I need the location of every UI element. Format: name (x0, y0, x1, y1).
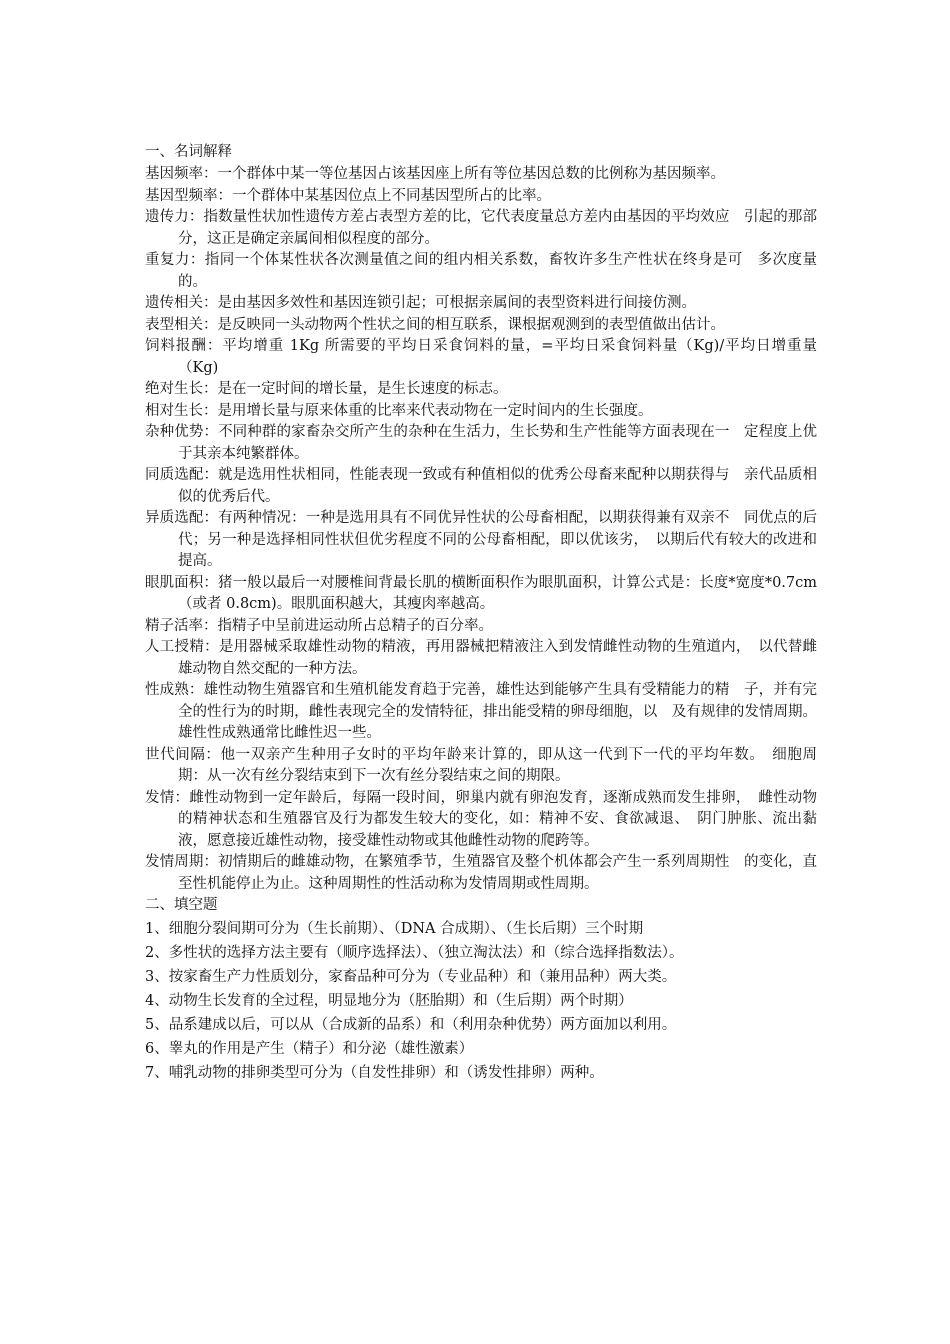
definition-term: 异质选配： (145, 510, 219, 526)
definition-entry (145, 508, 817, 573)
definition-term: 眼肌面积： (145, 574, 218, 591)
fill-in-item: 7、哺乳动物的排卵类型可分为（自发性排卵）和（诱发性排卵）两种。 (145, 1065, 604, 1081)
definition-text: 指数量性状加性遗传方差占表型方差的比，它代表度量总方差内由基因的平均效应 引起的那部分，这正是确定亲属间相似程度的部分。 (178, 209, 818, 247)
definition-entry (145, 680, 817, 745)
definition-term: 相对生长： (145, 402, 218, 419)
definition-text: 是由基因多效性和基因连锁引起；可根据亲属间的表型资料进行间接仿测。 (217, 295, 696, 311)
definition-entry (145, 207, 817, 250)
fill-in-item: 2、多性状的选择方法主要有（顺序选择法）、（独立淘汰法）和（综合选择指数法）。 (145, 945, 684, 961)
fill-in-item: 5、品系建成以后，可以从（合成新的品系）和（利用杂种优势）两方面加以利用。 (145, 1017, 677, 1033)
definition-text: 是用增长量与原来体重的比率来代表动物在一定时间内的生长强度。 (217, 402, 653, 419)
definition-term: 杂种优势： (145, 424, 219, 440)
definition-entry (145, 250, 817, 293)
definition-text: 指精子中呈前进运动所占总精子的百分率。 (217, 617, 493, 634)
section-1-heading: 一、名词解释 (145, 144, 232, 160)
definition-text: 猪一般以最后一对腰椎间背最长肌的横断面积作为眼肌面积，计算公式是：长度*宽度*0.7cm（或者 0.8cm)。眼肌面积越大，其瘦肉率越高。 (178, 574, 817, 612)
definition-entry (145, 422, 817, 465)
definition-entry (145, 616, 817, 638)
definition-entry (145, 573, 817, 616)
definition-term: 遗传力： (145, 209, 204, 225)
fill-in-item: 6、睾丸的作用是产生（精子）和分泌（雄性激素） (145, 1041, 474, 1057)
definition-term: 发情： (145, 789, 190, 806)
definition-term: 饲料报酬： (145, 338, 223, 354)
definition-entry (145, 315, 817, 337)
definitions-list (145, 164, 817, 895)
definition-entry (145, 186, 817, 208)
definition-text: 是在一定时间的增长量，是生长速度的标志。 (217, 381, 508, 397)
definition-term: 精子活率： (145, 617, 218, 634)
definition-term: 遗传相关： (145, 295, 218, 311)
definition-text: 雄性动物生殖器官和生殖机能发育趋于完善，雄性达到能够产生具有受精能力的精 子，并有完全的性行为的时期，雌性表现完全的发情特征，排出能受精的卵母细胞，以 及有规律的发情周期。雄性性成熟通常比雌性迟一些。 (178, 682, 818, 741)
definition-entry (145, 788, 817, 853)
fill-in-list (145, 917, 817, 1085)
fill-in-item: 1、细胞分裂间期可分为（生长前期）、（DNA 合成期）、（生长后期）三个时期 (145, 921, 644, 937)
fill-in-item: 4、动物生长发育的全过程，明显地分为（胚胎期）和（生后期）两个时期） (145, 993, 633, 1009)
definition-term: 人工授精： (145, 639, 219, 655)
definition-text: 他一双亲产生种用子女时的平均年龄来计算的，即从这一代到下一代的平均年数。 细胞周期：从一次有丝分裂结束到下一次有丝分裂结束之间的期限。 (178, 746, 818, 784)
definition-term: 世代间隔： (145, 746, 221, 763)
definition-entry (145, 379, 817, 401)
definition-text: 指同一个体某性状各次测量值之间的组内相关系数，畜牧许多生产性状在终身是可 多次度量的。 (178, 252, 818, 290)
definition-term: 重复力： (145, 252, 205, 268)
definition-entry (145, 852, 817, 895)
definition-text: 一个群体中某基因位点上不同基因型所占的比率。 (232, 187, 551, 204)
definition-text: 不同种群的家畜杂交所产生的杂种在生活力，生长势和生产性能等方面表现在一 定程度上优于其亲本纯繁群体。 (178, 424, 818, 462)
document-page (145, 142, 817, 1085)
definition-entry (145, 637, 817, 680)
definition-entry (145, 465, 817, 508)
definition-term: 绝对生长： (145, 381, 218, 397)
definition-text: 有两种情况：一种是选用具有不同优异性状的公母畜相配，以期获得兼有双亲不 同优点的后代；另一种是选择相同性状但优劣程度不同的公母畜相配，即以优该劣， 以期后代有较大的改进和提高。 (178, 510, 818, 569)
definition-term: 基因型频率： (145, 187, 232, 204)
definition-text: 一个群体中某一等位基因占该基因座上所有等位基因总数的比例称为基因频率。 (217, 166, 725, 182)
definition-term: 发情周期： (145, 854, 219, 870)
section-2-heading: 二、填空题 (145, 897, 218, 913)
definition-text: 是用器械采取雄性动物的精液，再用器械把精液注入到发情雌性动物的生殖道内， 以代替雌雄动物自然交配的一种方法。 (178, 639, 818, 677)
definition-text: 就是选用性状相同，性能表现一致或有种值相似的优秀公母畜来配种以期获得与 亲代品质相似的优秀后代。 (178, 467, 818, 505)
definition-term: 性成熟： (145, 682, 204, 698)
definition-entry (145, 745, 817, 788)
definition-text: 是反映同一头动物两个性状之间的相互联系，课根据观测到的表型值做出估计。 (217, 316, 725, 333)
definition-term: 同质选配： (145, 467, 219, 483)
definition-entry (145, 293, 817, 315)
definition-entry (145, 336, 817, 379)
definition-entry (145, 401, 817, 423)
definition-text: 平均增重 1Kg 所需要的平均日采食饲料的量，=平均日采食饲料量（Kg)/平均日增重量（Kg) (178, 338, 817, 376)
definition-term: 表型相关： (145, 316, 218, 333)
definition-term: 基因频率： (145, 166, 218, 182)
definition-text: 初情期后的雌雄动物，在繁殖季节，生殖器官及整个机体都会产生一系列周期性 的变化，直至性机能停止为止。这种周期性的性活动称为发情周期或性周期。 (178, 854, 818, 892)
definition-text: 雌性动物到一定年龄后，每隔一段时间，卵巢内就有卵泡发育，逐渐成熟而发生排卵， 雌性动物的精神状态和生殖器官及行为都发生较大的变化，如：精神不安、食欲减退、 阴门肿胀、流出黏液，愿意接近雄性动物，接受雄性动物或其他雌性动物的爬跨等。 (178, 789, 818, 849)
fill-in-item: 3、按家畜生产力性质划分，家畜品种可分为（专业品种）和（兼用品种）两大类。 (145, 969, 677, 985)
definition-entry (145, 164, 817, 186)
